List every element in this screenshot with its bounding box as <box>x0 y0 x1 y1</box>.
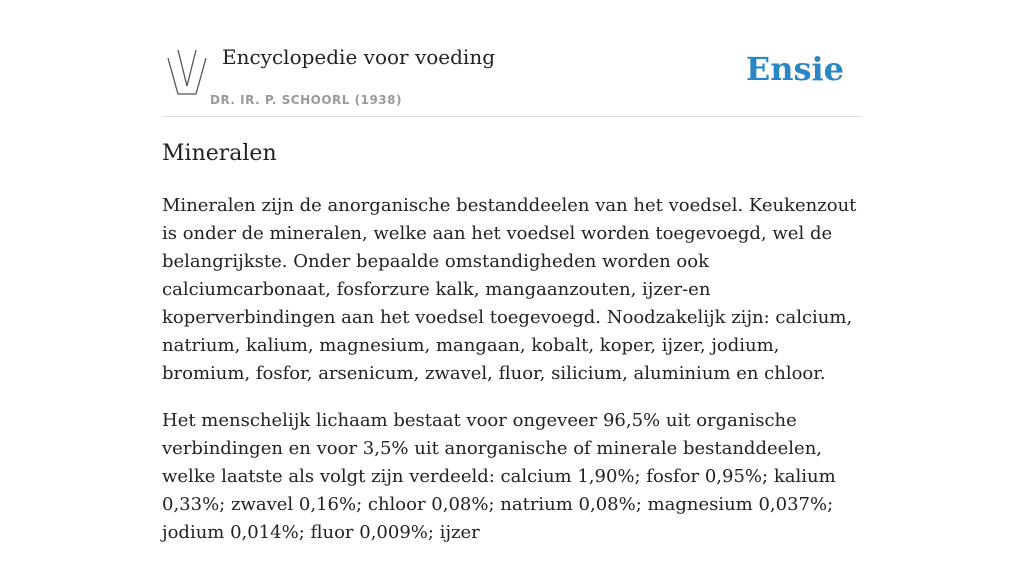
site-title[interactable]: Encyclopedie voor voeding <box>222 45 496 69</box>
brand-logo[interactable]: Ensie <box>745 50 844 88</box>
article-paragraph: Mineralen zijn de anorganische bestanddeelen van het voedsel. Keukenzout is onder de mineralen, welke aan het voedsel worden toegevoegd, wel de belangrijkste. Onder bepaalde omstandigheden worden ook calciumcarbonaat, fosforzure kalk, mangaanzouten, ijzer-en koperverbindingen aan het voedsel toegevoegd. Noodzakelijk zijn: calcium, natrium, kalium, magnesium, mangaan, kobalt, koper, ijzer, jodium, bromium, fosfor, arsenicum, zwavel, fluor, silicium, aluminium en chloor. <box>162 195 857 384</box>
source-author: DR. IR. P. SCHOORL (1938) <box>210 93 402 107</box>
site-header <box>162 40 862 117</box>
article <box>162 138 862 566</box>
article-paragraph: Het menschelijk lichaam bestaat voor ongeveer 96,5% uit organische verbindingen en voor 3,5% uit anorganische of minerale bestanddeelen, welke laatste als volgt zijn verdeeld: calcium 1,90%; fosfor 0,95%; kalium 0,33%; zwavel 0,16%; chloor 0,08%; natrium 0,08%; magnesium 0,037%; jodium 0,014%; fluor 0,009%; ijzer <box>162 410 836 543</box>
v-logo-icon[interactable] <box>166 48 208 98</box>
article-title: Mineralen <box>162 141 277 166</box>
